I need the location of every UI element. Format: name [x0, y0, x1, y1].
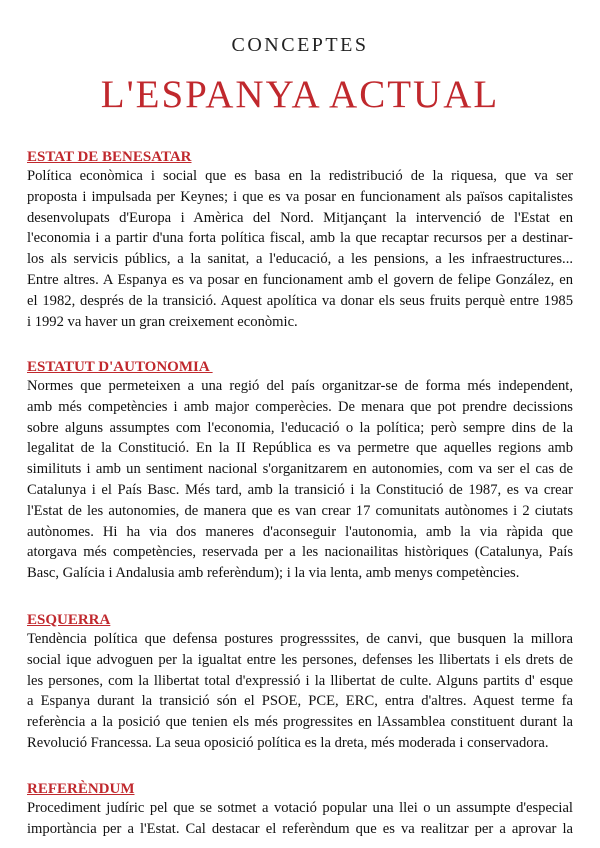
paragraph-line: desenvolupats d'Europa i Amèrica del Nord. Mitjançant la intervenció de l'Estat en — [27, 209, 573, 226]
paragraph-line: proposta i impulsada per Keynes; i que es va posar en funcionament als països capitalistes — [27, 188, 573, 205]
paragraph-line: legalitat de la Constitució. En la II República es va permetre que aquelles regions amb — [27, 440, 573, 457]
paragraph-line: amb més competències i amb major comperècies. De menara que pot prendre decissions — [27, 398, 573, 415]
paragraph-line: a Espanya durant la transició són el PSOE, PCE, ERC, entra d'altres. Aquest terme fa — [27, 693, 573, 710]
paragraph-line: importància per a l'Estat. Cal destacar el referèndum que es va realitzar per a aprovar la — [27, 820, 573, 837]
paragraph-line: l'Estat de les autonomies, de manera que es van crear 17 comunitats autònomes i 2 ciutats — [27, 502, 573, 519]
paragraph-line: Tendència política que defensa postures progresssites, de canvi, que busquen la millora — [27, 631, 573, 647]
section-heading: ESQUERRA — [27, 612, 111, 628]
paragraph-line: el 1982, després de la transició. Aquest apolítica va donar els seus fruits perquè entre 1985 — [27, 292, 573, 309]
paragraph-line: referència a la posició que tenien els més progressites en lAssamblea constituent durant la — [27, 714, 573, 731]
paragraph-line: i 1992 va haver un gran creixement econòmic. — [27, 313, 298, 330]
paragraph-line: sobre alguns assumptes com l'economia, l'educació o la política; però sempre dins de la — [27, 419, 573, 436]
section-estatut-autonomia — [27, 358, 573, 584]
paragraph-line: Normes que permeteixen a una regió del país organitzar-se de forma més independent, — [27, 378, 573, 394]
paragraph-line: similituts i amb un sentiment nacional s'organitzarem en autonomies, com va ser el cas de — [27, 461, 573, 478]
page-kicker: CONCEPTES — [231, 34, 369, 56]
paragraph-line: Política econòmica i social que es basa en la redistribució de la riquesa, que va ser — [27, 168, 573, 184]
section-estat-de-benestar — [27, 148, 573, 332]
section-heading: ESTAT DE BENESATAR — [27, 149, 192, 165]
paragraph-line: Revolució Francessa. La seua oposició política es la dreta, més moderada i conservadora. — [27, 734, 549, 751]
section-referendum — [27, 780, 573, 840]
section-esquerra — [27, 611, 573, 754]
paragraph-line: atorgava més competències, reservada per a les nacionailitas històriques (Catalunya, País — [27, 544, 573, 561]
paragraph-line: social ique advoguen per la igualtat entre les persones, defenses les llibertats i els drets de — [27, 651, 573, 668]
paragraph-line: Catalunya i el País Basc. Més tard, amb la transició i la Constitució de 1987, es va crear — [27, 481, 573, 498]
paragraph-line: l'economia i a partir d'una forta política fiscal, amb la que recaptar recursos per a destinar- — [27, 230, 573, 247]
paragraph-line: autònomes. Hi ha via dos maneres d'aconseguir l'autonomia, amb la via ràpida que — [27, 523, 573, 540]
section-heading: REFERÈNDUM — [27, 781, 135, 797]
page-title: L'ESPANYA ACTUAL — [100, 73, 500, 116]
paragraph-line: les persones, com la llibertat total d'expressió i la llibertat de culte. Alguns partits d' esque — [27, 672, 573, 689]
paragraph-line: Basc, Galícia i Andalusia amb referèndum); i la via lenta, amb menys competències. — [27, 565, 520, 582]
section-heading: ESTATUT D'AUTONOMIA — [27, 359, 213, 375]
paragraph-line: Entre altres. A Espanya es va posar en funcionament amb el govern de felipe González, en — [27, 271, 573, 288]
paragraph-line: los als servicis públics, a la sanitat, a l'educació, a les pensions, a les infraestructures... — [27, 251, 573, 268]
paragraph-line: Procediment judíric pel que se sotmet a votació popular una llei o un assumpte d'especial — [27, 800, 573, 816]
